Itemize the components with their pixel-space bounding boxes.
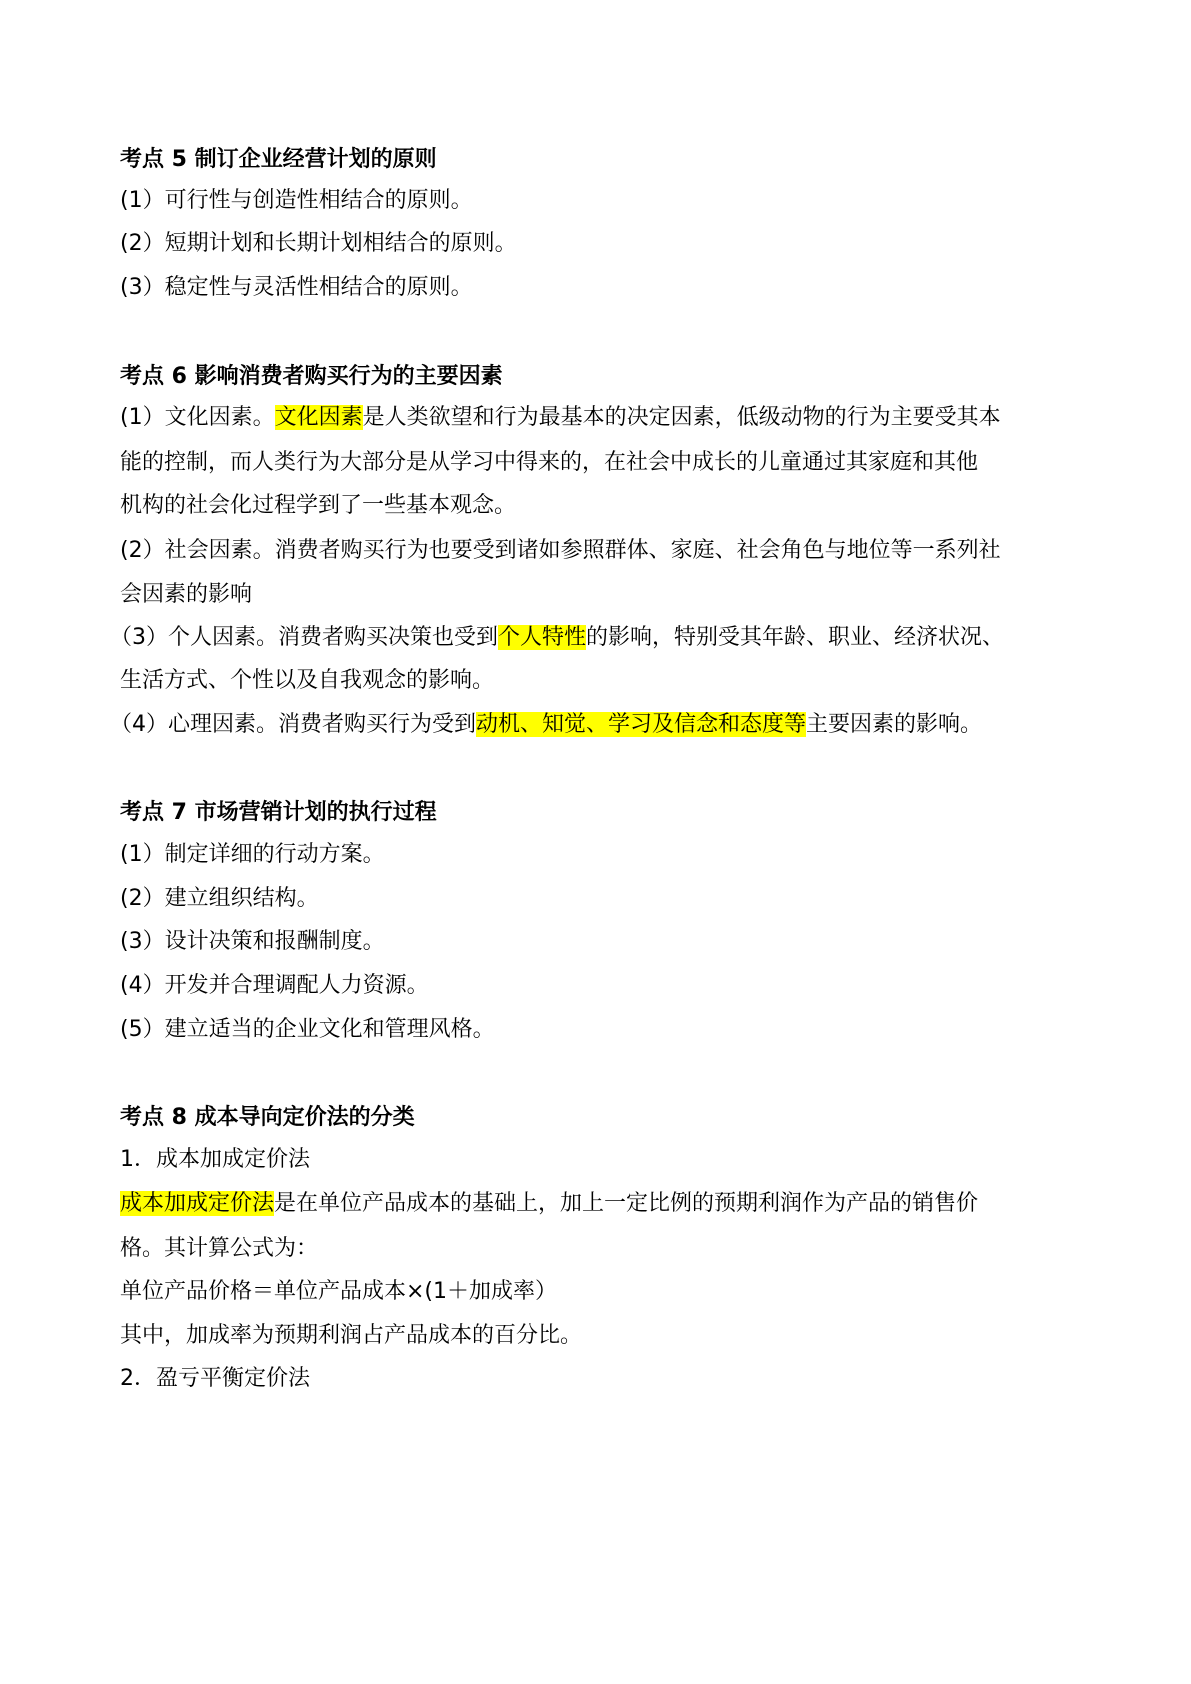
section-8-heading: 考点 8 成本导向定价法的分类 (120, 1105, 415, 1130)
section-6-p4-line-1 (110, 708, 982, 742)
section-7-item-1: (1）制定详细的行动方案。 (120, 842, 385, 867)
highlight-culture: 文化因素 (274, 405, 363, 430)
section-7-item-2: (2）建立组织结构。 (120, 886, 319, 911)
section-6-p3-line-1 (110, 621, 1004, 655)
highlight-personal-traits: 个人特性 (498, 625, 587, 650)
p1-text-b: 是人类欲望和行为最基本的决定因素，低级动物的行为主要受其本 (362, 405, 1001, 430)
section-5-item-1: (1）可行性与创造性相结合的原则。 (120, 188, 473, 213)
p4-text-b: 主要因素的影响。 (806, 712, 983, 737)
section-8-note: 其中，加成率为预期利润占产品成本的百分比。 (120, 1323, 583, 1348)
p1-text-a: (1）文化因素。 (120, 405, 275, 430)
p3-text-a: （3）个人因素。消费者购买决策也受到 (110, 625, 498, 650)
p3-text-b: 的影响，特别受其年龄、职业、经济状况、 (586, 625, 1005, 650)
section-6-heading: 考点 6 影响消费者购买行为的主要因素 (120, 364, 503, 389)
p1-text-b: 是在单位产品成本的基础上，加上一定比例的预期利润作为产品的销售价 (274, 1191, 979, 1216)
section-5-item-2: (2）短期计划和长期计划相结合的原则。 (120, 231, 517, 256)
section-6-p1-line-1 (120, 401, 1001, 435)
section-6-p2-line-1: (2）社会因素。消费者购买行为也要受到诸如参照群体、家庭、社会角色与地位等一系列社 (120, 538, 1001, 563)
highlight-cost-plus: 成本加成定价法 (120, 1191, 275, 1216)
section-5-item-3: (3）稳定性与灵活性相结合的原则。 (120, 275, 473, 300)
section-8-p1-line-2: 格。其计算公式为： (120, 1236, 319, 1261)
section-6-p3-line-2: 生活方式、个性以及自我观念的影响。 (120, 668, 495, 693)
section-6-p2-line-2: 会因素的影响 (120, 582, 253, 607)
section-6-p1-line-2: 能的控制，而人类行为大部分是从学习中得来的，在社会中成长的儿童通过其家庭和其他 (120, 450, 979, 475)
section-8-p1-line-1 (120, 1187, 978, 1221)
section-8-subheading-1: 1．成本加成定价法 (120, 1147, 310, 1172)
section-7-item-5: (5）建立适当的企业文化和管理风格。 (120, 1017, 495, 1042)
section-5-heading: 考点 5 制订企业经营计划的原则 (120, 147, 437, 172)
highlight-psychology: 动机、知觉、学习及信念和态度等 (476, 712, 807, 737)
p4-text-a: （4）心理因素。消费者购买行为受到 (110, 712, 476, 737)
section-7-heading: 考点 7 市场营销计划的执行过程 (120, 800, 437, 825)
section-7-item-4: (4）开发并合理调配人力资源。 (120, 973, 429, 998)
section-8-subheading-2: 2．盈亏平衡定价法 (120, 1366, 310, 1391)
section-6-p1-line-3: 机构的社会化过程学到了一些基本观念。 (120, 493, 517, 518)
section-8-formula: 单位产品价格＝单位产品成本×(1＋加成率） (120, 1279, 558, 1304)
section-7-item-3: (3）设计决策和报酬制度。 (120, 929, 385, 954)
